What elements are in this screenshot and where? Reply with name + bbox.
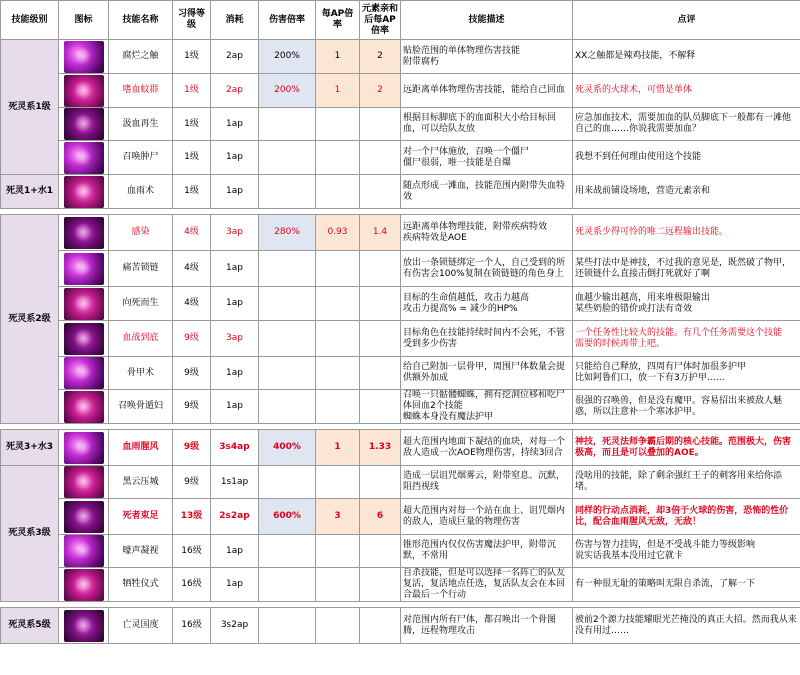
- skill-icon-cell: [59, 287, 109, 321]
- skill-description: 自杀技能，但是可以选择一名阵亡的队友复活，复活地点任选，复活队友会在本回合最后一个行动: [401, 568, 573, 602]
- skill-description: 目标角色在技能持续时间内不会死，不管受到多少伤害: [401, 321, 573, 357]
- skill-row: [1, 287, 800, 321]
- skill-row: [1, 466, 800, 499]
- skill-cost: 1ap: [211, 175, 259, 209]
- per-ap-rate: [316, 357, 360, 390]
- skill-description: 超大范围内地面下凝结的血块，对每一个敌人造成一次AOE物理伤害，持续3回合: [401, 430, 573, 466]
- skill-description: 对范围内所有尸体，都召唤出一个骨图腾，远程物理攻击: [401, 608, 573, 644]
- skill-icon: [64, 535, 104, 567]
- skill-comment: 用来战前铺设场地，营造元素亲和: [573, 175, 800, 209]
- skill-icon: [64, 108, 104, 140]
- skill-icon: [64, 75, 104, 107]
- skill-icon-cell: [59, 74, 109, 108]
- skill-name: 血雨腥风: [109, 430, 173, 466]
- skill-level: 16级: [173, 535, 211, 568]
- skill-icon: [64, 323, 104, 355]
- header-name: 技能名称: [109, 1, 173, 40]
- skill-row: [1, 215, 800, 251]
- skill-level: 4级: [173, 287, 211, 321]
- skill-cost: 1s1ap: [211, 466, 259, 499]
- skill-level: 13级: [173, 499, 211, 535]
- damage-rate: [259, 175, 316, 209]
- damage-rate: 200%: [259, 40, 316, 74]
- skill-comment: 应急加血技术，需要加血的队员脚底下一般都有一滩他自己的血……你说我需要加血？: [573, 108, 800, 141]
- skill-name: 汲血再生: [109, 108, 173, 141]
- skill-row: [1, 357, 800, 390]
- skill-description: 对一个尸体施放，召唤一个僵尸 僵尸很弱，唯一技能是自爆: [401, 141, 573, 175]
- skill-cost: 3ap: [211, 215, 259, 251]
- skill-icon: [64, 432, 104, 464]
- skill-icon: [64, 176, 104, 208]
- skill-description: 给自己附加一层骨甲，周围尸体数量会提供额外加成: [401, 357, 573, 390]
- damage-rate: [259, 287, 316, 321]
- per-ap-rate: 0.93: [316, 215, 360, 251]
- header-row: [1, 1, 800, 40]
- damage-rate: [259, 108, 316, 141]
- skill-level: 1级: [173, 74, 211, 108]
- skill-level: 1级: [173, 40, 211, 74]
- skill-name: 死者束足: [109, 499, 173, 535]
- header-desc: 技能描述: [401, 1, 573, 40]
- skill-row: [1, 499, 800, 535]
- skill-icon-cell: [59, 215, 109, 251]
- per-ap-rate: [316, 141, 360, 175]
- elem-per-ap-rate: 2: [360, 40, 401, 74]
- damage-rate: [259, 535, 316, 568]
- damage-rate: [259, 141, 316, 175]
- damage-rate: 200%: [259, 74, 316, 108]
- elem-per-ap-rate: [360, 357, 401, 390]
- skill-name: 嚎声凝视: [109, 535, 173, 568]
- skill-description: 随点形成一滩血，技能范围内附带失血特效: [401, 175, 573, 209]
- skill-icon-cell: [59, 141, 109, 175]
- header-cost: 消耗: [211, 1, 259, 40]
- skill-icon-cell: [59, 357, 109, 390]
- skill-name: 嗜血蚊群: [109, 74, 173, 108]
- skill-description: 远距离单体物理伤害技能，能给自己回血: [401, 74, 573, 108]
- skill-comment: 神技，死灵法师争霸后期的核心技能。范围极大，伤害极高，而且是可以叠加的AOE。: [573, 430, 800, 466]
- per-ap-rate: 3: [316, 499, 360, 535]
- per-ap-rate: 1: [316, 74, 360, 108]
- skill-name: 痛苦锁链: [109, 251, 173, 287]
- skill-level: 9级: [173, 321, 211, 357]
- skill-description: 目标的生命值越低，攻击力越高 攻击力提高% = 减少的HP%: [401, 287, 573, 321]
- skill-description: 造成一层诅咒烟雾云，附带窒息、沉默，阻挡视线: [401, 466, 573, 499]
- skill-comment: 我想不到任何理由使用这个技能: [573, 141, 800, 175]
- per-ap-rate: [316, 466, 360, 499]
- skill-name: 牺牲仪式: [109, 568, 173, 602]
- skill-icon: [64, 288, 104, 320]
- skill-comment: 同样的行动点消耗，却3倍于火球的伤害，恐怖的性价比，配合血雨腥风无敌，无敌！: [573, 499, 800, 535]
- skill-row: [1, 390, 800, 424]
- per-ap-rate: [316, 390, 360, 424]
- header-level: 习得等级: [173, 1, 211, 40]
- elem-per-ap-rate: 1.33: [360, 430, 401, 466]
- per-ap-rate: 1: [316, 430, 360, 466]
- skill-row: [1, 40, 800, 74]
- skill-name: 血战到底: [109, 321, 173, 357]
- per-ap-rate: [316, 535, 360, 568]
- skill-icon: [64, 357, 104, 389]
- skill-row: [1, 430, 800, 466]
- skill-icon-cell: [59, 608, 109, 644]
- damage-rate: 280%: [259, 215, 316, 251]
- skill-icon-cell: [59, 321, 109, 357]
- skill-description: 放出一条锁链绑定一个人，自己受到的所有伤害会100%复制在锁链链的角色身上: [401, 251, 573, 287]
- skill-row: [1, 141, 800, 175]
- group-label: 死灵3+水3: [1, 430, 59, 466]
- skill-comment: 某些打法中是神技，不过我的意见是，既然破了物甲，还锁链什么直接击倒打死就好了啊: [573, 251, 800, 287]
- skill-comment: 没啥用的技能，除了剩余强红王子的刺客用来给你添堵。: [573, 466, 800, 499]
- skill-row: [1, 568, 800, 602]
- skill-cost: 2ap: [211, 74, 259, 108]
- skill-comment: 很强的召唤兽，但是没有魔甲。容易招出来被敌人魅惑，所以注意补一个寒冰护甲。: [573, 390, 800, 424]
- elem-per-ap-rate: [360, 251, 401, 287]
- header-damage: 伤害倍率: [259, 1, 316, 40]
- skill-icon-cell: [59, 175, 109, 209]
- skill-cost: 2s2ap: [211, 499, 259, 535]
- header-per-ap: 每AP倍率: [316, 1, 360, 40]
- skill-name: 召唤骨遁妇: [109, 390, 173, 424]
- skill-icon: [64, 466, 104, 498]
- per-ap-rate: [316, 608, 360, 644]
- skill-row: [1, 535, 800, 568]
- elem-per-ap-rate: [360, 108, 401, 141]
- header-group: 技能级别: [1, 1, 59, 40]
- skill-description: 贴脸范围的单体物理伤害技能 附带腐朽: [401, 40, 573, 74]
- elem-per-ap-rate: [360, 287, 401, 321]
- skill-icon-cell: [59, 568, 109, 602]
- damage-rate: [259, 357, 316, 390]
- skill-icon-cell: [59, 499, 109, 535]
- skill-comment: XX之触都是辣鸡技能，不解释: [573, 40, 800, 74]
- skill-level: 1级: [173, 175, 211, 209]
- skill-icon-cell: [59, 40, 109, 74]
- per-ap-rate: [316, 108, 360, 141]
- skill-level: 9级: [173, 357, 211, 390]
- skill-icon-cell: [59, 390, 109, 424]
- skill-cost: 1ap: [211, 141, 259, 175]
- per-ap-rate: [316, 568, 360, 602]
- skill-icon: [64, 142, 104, 174]
- skill-icon: [64, 217, 104, 249]
- skill-row: [1, 321, 800, 357]
- skill-comment: 只能给自己释放，四周有尸体时加很多护甲 比如阿鲁们口，放一下有3万护甲……: [573, 357, 800, 390]
- skill-level: 1级: [173, 141, 211, 175]
- skill-name: 腐烂之触: [109, 40, 173, 74]
- skill-level: 9级: [173, 430, 211, 466]
- skill-description: 根据目标脚底下的血面积大小给目标回血，可以给队友放: [401, 108, 573, 141]
- elem-per-ap-rate: [360, 568, 401, 602]
- skill-cost: 1ap: [211, 357, 259, 390]
- skill-name: 黑云压城: [109, 466, 173, 499]
- elem-per-ap-rate: 6: [360, 499, 401, 535]
- skill-description: 锥形范围内仅仅伤害魔法护甲，附带沉默，不常用: [401, 535, 573, 568]
- skill-level: 16级: [173, 568, 211, 602]
- skill-row: [1, 608, 800, 644]
- skill-name: 血雨术: [109, 175, 173, 209]
- per-ap-rate: [316, 321, 360, 357]
- skill-cost: 3ap: [211, 321, 259, 357]
- per-ap-rate: [316, 175, 360, 209]
- group-label: 死灵系2级: [1, 215, 59, 424]
- skill-description: 超大范围内对每一个站在血上、诅咒烟内的敌人，造成巨量的物理伤害: [401, 499, 573, 535]
- per-ap-rate: [316, 251, 360, 287]
- skill-icon-cell: [59, 251, 109, 287]
- elem-per-ap-rate: [360, 535, 401, 568]
- skill-row: [1, 251, 800, 287]
- per-ap-rate: 1: [316, 40, 360, 74]
- skill-cost: 1ap: [211, 568, 259, 602]
- skills-body: [1, 40, 800, 644]
- skill-description: 召唤一只骷髅蜘蛛，拥有挖洞位移和吃尸体回血2个技能 蜘蛛本身没有魔法护甲: [401, 390, 573, 424]
- per-ap-rate: [316, 287, 360, 321]
- skill-cost: 3s4ap: [211, 430, 259, 466]
- group-label: 死灵系1级: [1, 40, 59, 175]
- skill-comment: 死灵系少得可怜的唯二远程输出技能。: [573, 215, 800, 251]
- header-elem-per-ap: 元素亲和后每AP倍率: [360, 1, 401, 40]
- group-label: 死灵系5级: [1, 608, 59, 644]
- skill-level: 1级: [173, 108, 211, 141]
- elem-per-ap-rate: [360, 390, 401, 424]
- skill-name: 感染: [109, 215, 173, 251]
- elem-per-ap-rate: 2: [360, 74, 401, 108]
- group-label: 死灵1+水1: [1, 175, 59, 209]
- skill-row: [1, 175, 800, 209]
- damage-rate: 400%: [259, 430, 316, 466]
- skill-level: 4级: [173, 251, 211, 287]
- skill-level: 9级: [173, 466, 211, 499]
- header-comment: 点评: [573, 1, 800, 40]
- elem-per-ap-rate: 1.4: [360, 215, 401, 251]
- elem-per-ap-rate: [360, 608, 401, 644]
- skill-cost: 1ap: [211, 108, 259, 141]
- skill-comment: 有一种很无耻的策略叫无限自杀流，了解一下: [573, 568, 800, 602]
- skill-cost: 1ap: [211, 390, 259, 424]
- skill-name: 召唤肿尸: [109, 141, 173, 175]
- group-label: 死灵系3级: [1, 466, 59, 602]
- skill-level: 4级: [173, 215, 211, 251]
- skill-icon-cell: [59, 430, 109, 466]
- skill-icon: [64, 391, 104, 423]
- elem-per-ap-rate: [360, 175, 401, 209]
- skill-row: [1, 74, 800, 108]
- skill-row: [1, 108, 800, 141]
- damage-rate: [259, 608, 316, 644]
- skill-cost: 3s2ap: [211, 608, 259, 644]
- elem-per-ap-rate: [360, 141, 401, 175]
- skill-name: 骨甲术: [109, 357, 173, 390]
- skill-comment: 伤害与智力挂钩，但是不受战斗能力等级影响 说实话我基本没用过它就卡: [573, 535, 800, 568]
- skill-comment: 死灵系的火球术，可惜是单体: [573, 74, 800, 108]
- damage-rate: [259, 466, 316, 499]
- skill-level: 16级: [173, 608, 211, 644]
- skill-description: 远距离单体物理技能，附带疾病特效 疾病特效是AOE: [401, 215, 573, 251]
- skill-cost: 1ap: [211, 251, 259, 287]
- skill-name: 向死而生: [109, 287, 173, 321]
- damage-rate: [259, 390, 316, 424]
- skill-cost: 1ap: [211, 287, 259, 321]
- skill-icon: [64, 610, 104, 642]
- skill-cost: 1ap: [211, 535, 259, 568]
- skill-comment: 被前2个源力技能耀眼光芒掩没的真正大招。然而我从来没有用过……: [573, 608, 800, 644]
- skill-icon-cell: [59, 108, 109, 141]
- skill-comment: 一个任务性比较大的技能。有几个任务需要这个技能 需要的时候再带上吧。: [573, 321, 800, 357]
- skill-cost: 2ap: [211, 40, 259, 74]
- elem-per-ap-rate: [360, 466, 401, 499]
- skill-icon: [64, 253, 104, 285]
- damage-rate: [259, 251, 316, 287]
- elem-per-ap-rate: [360, 321, 401, 357]
- damage-rate: [259, 568, 316, 602]
- skill-icon: [64, 569, 104, 601]
- skill-comment: 血越少输出越高，用来堆极限输出 某些奶脸的错价或打法有奇效: [573, 287, 800, 321]
- skill-name: 亡灵国度: [109, 608, 173, 644]
- damage-rate: [259, 321, 316, 357]
- skill-level: 9级: [173, 390, 211, 424]
- header-icon: 图标: [59, 1, 109, 40]
- skill-icon: [64, 41, 104, 73]
- skill-icon-cell: [59, 535, 109, 568]
- skill-icon: [64, 501, 104, 533]
- damage-rate: 600%: [259, 499, 316, 535]
- skill-icon-cell: [59, 466, 109, 499]
